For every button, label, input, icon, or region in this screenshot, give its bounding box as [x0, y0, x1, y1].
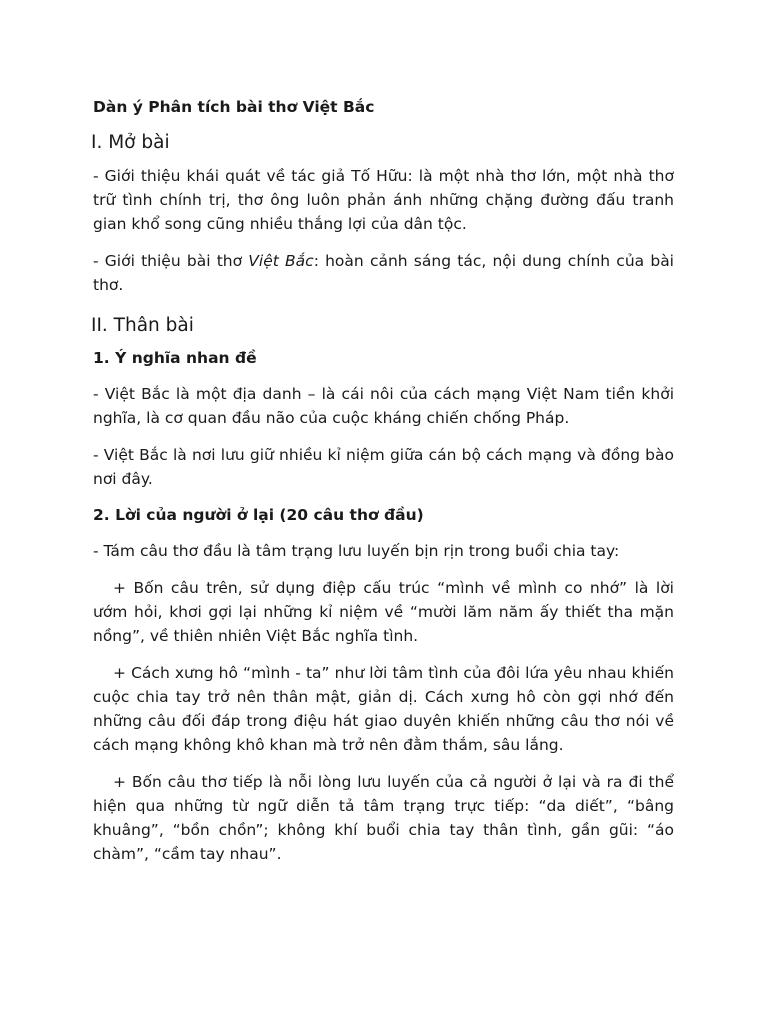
document-title: Dàn ý Phân tích bài thơ Việt Bắc	[93, 98, 375, 116]
poem-title-italic: Việt Bắc	[248, 252, 314, 270]
paragraph-poem-intro	[93, 249, 674, 297]
paragraph-next-four-lines: + Bốn câu thơ tiếp là nỗi lòng lưu luyến của cả người ở lại và ra đi thể hiện qua những từ ngữ diễn tả tâm trạng trực tiếp: “da diết”, “bâng khuâng”, “bồn chồn”; không khí buổi chia tay thân tình, gần gũi: “áo chàm”, “cầm tay nhau”.	[93, 773, 674, 863]
poem-intro-prefix: - Giới thiệu bài thơ	[93, 252, 249, 270]
paragraph-memories: - Việt Bắc là nơi lưu giữ nhiều kỉ niệm giữa cán bộ cách mạng và đồng bào nơi đây.	[93, 446, 674, 488]
paragraph-author-intro: - Giới thiệu khái quát về tác giả Tố Hữu: là một nhà thơ lớn, một nhà thơ trữ tình chính trị, thơ ông luôn phản ánh những chặng đường đấu tranh gian khổ song cũng nhiều thắng lợi của dân tộc.	[93, 167, 674, 233]
paragraph-eight-lines: - Tám câu thơ đầu là tâm trạng lưu luyến bịn rịn trong buổi chia tay:	[93, 542, 620, 560]
poem-intro-suffix: : hoàn cảnh sáng tác, nội dung chính của bài thơ.	[93, 252, 674, 294]
section-heading-mo-bai: I. Mở bài	[91, 132, 170, 153]
paragraph-place-name: - Việt Bắc là một địa danh – là cái nôi của cách mạng Việt Nam tiền khởi nghĩa, là cơ quan đầu não của cuộc kháng chiến chống Pháp.	[93, 385, 674, 427]
subheading-title-meaning: 1. Ý nghĩa nhan đề	[93, 349, 257, 367]
paragraph-first-four-lines: + Bốn câu trên, sử dụng điệp cấu trúc “mình về mình co nhớ” là lời ướm hỏi, khơi gợi lại những kỉ niệm về “mười lăm năm ấy thiết tha mặn nồng”, về thiên nhiên Việt Bắc nghĩa tình.	[93, 579, 674, 645]
subheading-staying-person: 2. Lời của người ở lại (20 câu thơ đầu)	[93, 506, 424, 524]
paragraph-address-form: + Cách xưng hô “mình - ta” như lời tâm tình của đôi lứa yêu nhau khiến cuộc chia tay trở nên thân mật, giản dị. Cách xưng hô còn gợi nhớ đến những câu đối đáp trong điệu hát giao duyên khiến những câu thơ nói về cách mạng không khô khan mà trở nên đằm thắm, sâu lắng.	[93, 664, 674, 754]
section-heading-than-bai: II. Thân bài	[91, 315, 194, 336]
